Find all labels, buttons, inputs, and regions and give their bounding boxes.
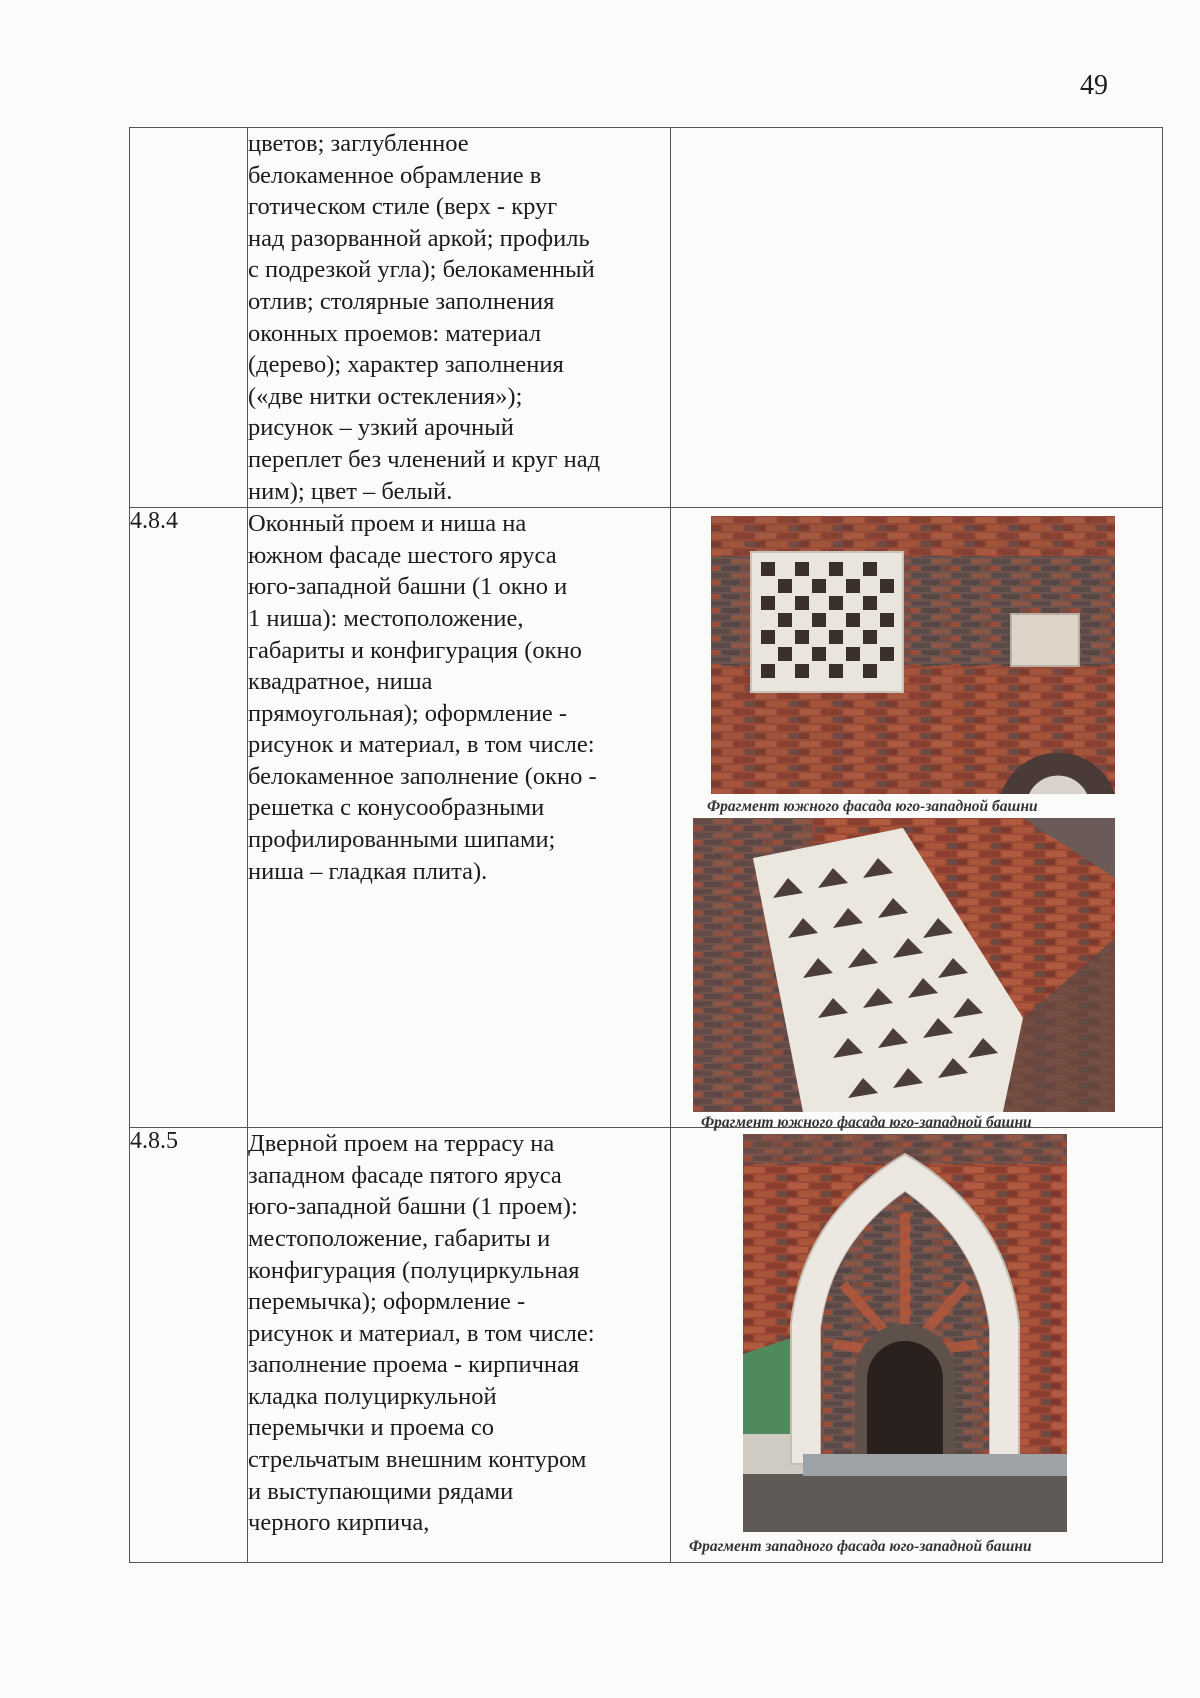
- facade-photo-lattice-angled: [693, 818, 1115, 1112]
- page-number: 49: [1080, 70, 1108, 101]
- description-line: готическом стиле (верх - круг: [248, 193, 558, 221]
- row-description: [248, 508, 671, 1128]
- photo-caption: Фрагмент южного фасада юго-западной башни: [707, 798, 1038, 816]
- description-line: с подрезкой угла); белокаменный: [248, 256, 595, 284]
- description-line: квадратное, ниша: [248, 668, 433, 696]
- description-line: ним); цвет – белый.: [248, 477, 453, 505]
- description-line: рисунок и материал, в том числе:: [248, 1319, 595, 1347]
- description-line: местоположение, габариты и: [248, 1224, 551, 1252]
- row-number: 4.8.5: [130, 1128, 248, 1563]
- description-line: западном фасаде пятого яруса: [248, 1161, 562, 1189]
- description-line: Оконный проем и ниша на: [248, 510, 527, 538]
- description-line: и выступающими рядами: [248, 1477, 514, 1505]
- table-row: [130, 128, 1163, 508]
- facade-photo-window: [711, 516, 1115, 794]
- description-line: перемычка); оформление -: [248, 1288, 526, 1316]
- description-line: прямоугольная); оформление -: [248, 699, 568, 727]
- table-row: [130, 508, 1163, 1128]
- photo-caption: Фрагмент южного фасада юго-западной башни: [701, 1114, 1032, 1132]
- description-line: конфигурация (полуциркульная: [248, 1256, 580, 1284]
- description-line: цветов; заглубленное: [248, 130, 469, 157]
- description-line: ниша – гладкая плита).: [248, 857, 488, 885]
- description-line: стрельчатым внешним контуром: [248, 1446, 587, 1474]
- row-number: [130, 128, 248, 508]
- description-line: белокаменное обрамление в: [248, 161, 542, 189]
- description-line: Дверной проем на террасу на: [248, 1130, 555, 1158]
- description-line: белокаменное заполнение (окно -: [248, 762, 597, 790]
- description-line: 1 ниша): местоположение,: [248, 604, 524, 632]
- description-line: черного кирпича,: [248, 1509, 430, 1537]
- description-line: отлив; столярные заполнения: [248, 287, 555, 315]
- image-cell-empty: [671, 128, 1163, 508]
- description-line: юго-западной башни (1 окно и: [248, 573, 568, 601]
- row-description: [248, 1128, 671, 1563]
- description-line: («две нитки остекления»);: [248, 382, 523, 410]
- description-line: юго-западной башни (1 проем):: [248, 1193, 578, 1221]
- description-line: рисунок и материал, в том числе:: [248, 731, 595, 759]
- row-description: [248, 128, 671, 508]
- photo-caption: Фрагмент западного фасада юго-западной башни: [689, 1538, 1032, 1556]
- row-number: 4.8.4: [130, 508, 248, 1128]
- description-line: профилированными шипами;: [248, 826, 556, 854]
- facade-photo-doorway: [743, 1134, 1067, 1532]
- description-line: габариты и конфигурация (окно: [248, 636, 582, 664]
- description-line: над разорванной аркой; профиль: [248, 224, 590, 252]
- description-line: заполнение проема - кирпичная: [248, 1351, 580, 1379]
- image-cell: [671, 508, 1163, 1132]
- description-line: перемычки и проема со: [248, 1414, 495, 1442]
- image-cell: [671, 1128, 1163, 1563]
- description-line: переплет без членений и круг над: [248, 445, 601, 473]
- description-line: южном фасаде шестого яруса: [248, 541, 557, 569]
- heritage-table: [129, 127, 1163, 1563]
- description-line: рисунок – узкий арочный: [248, 414, 514, 442]
- table-row: [130, 1128, 1163, 1563]
- description-line: оконных проемов: материал: [248, 319, 542, 347]
- description-line: (дерево); характер заполнения: [248, 351, 564, 379]
- description-line: решетка с конусообразными: [248, 794, 545, 822]
- description-line: кладка полуциркульной: [248, 1382, 497, 1410]
